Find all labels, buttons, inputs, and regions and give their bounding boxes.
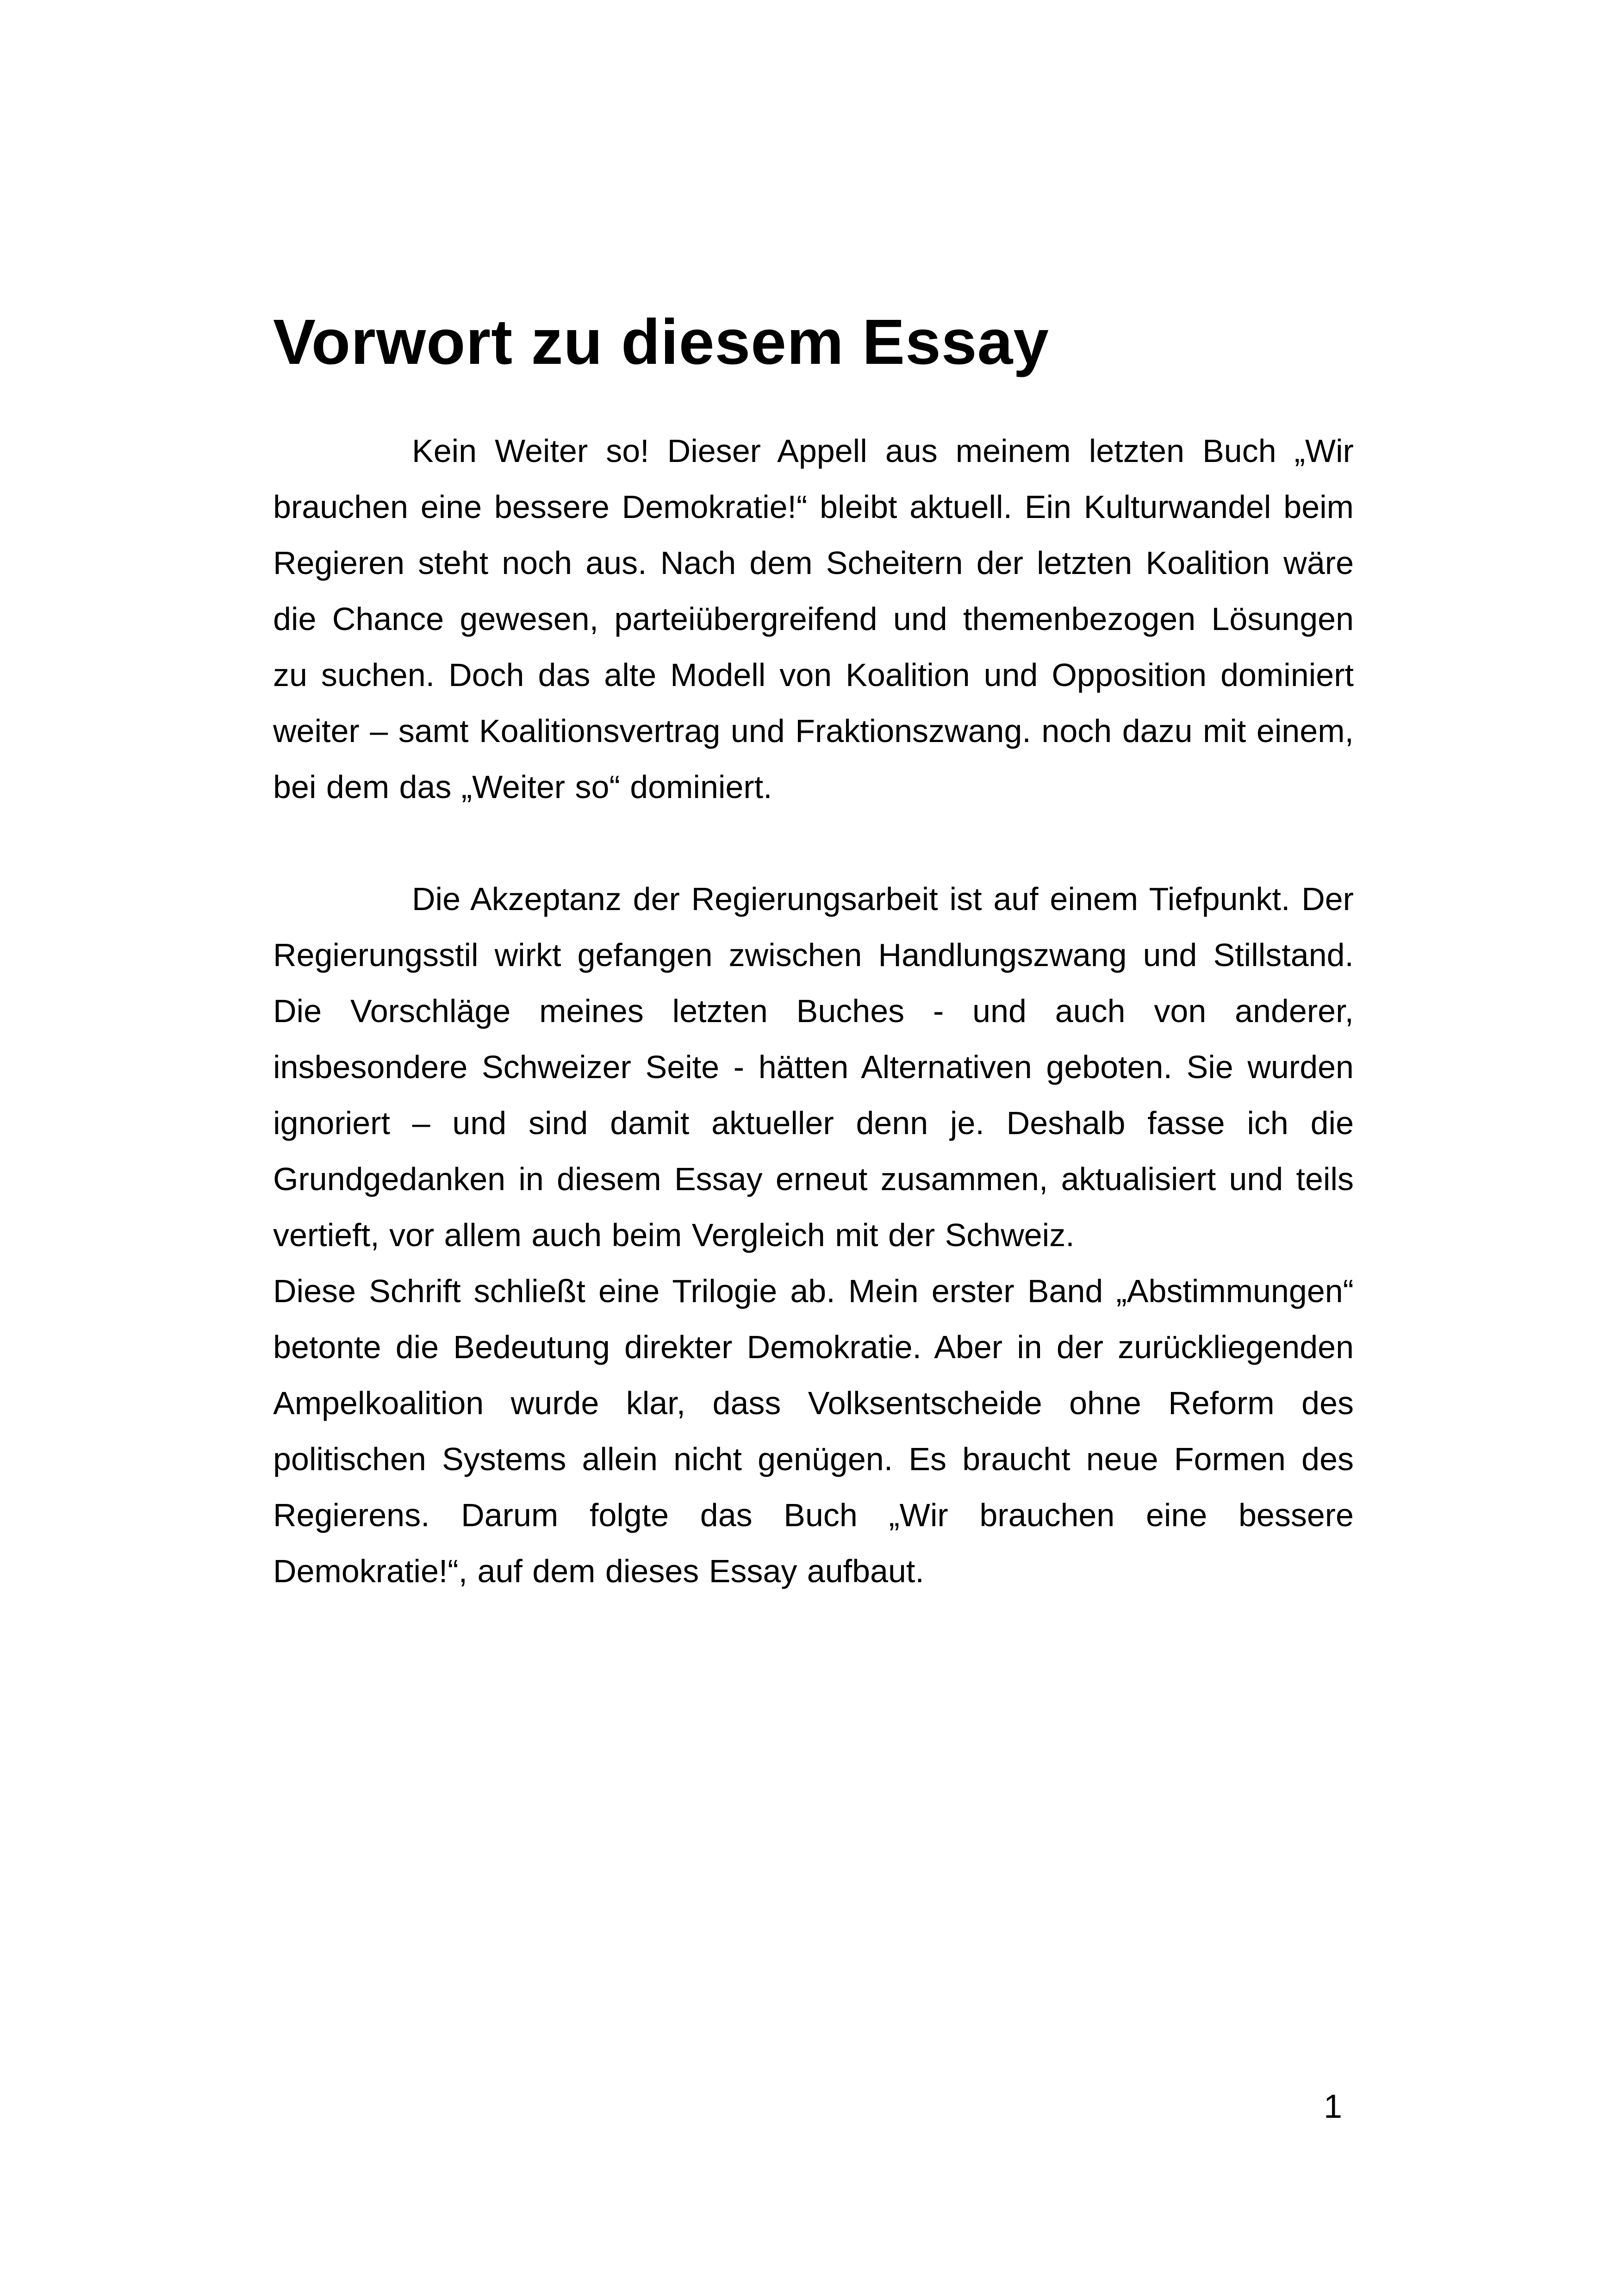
paragraph: Diese Schrift schließt eine Trilogie ab. Mein erster Band „Abstimmungen“ betonte die Bedeutung direkter Demokratie. Aber in der zurückliegenden Ampelkoalition wurde klar, dass Volksentscheide ohne Reform des politischen Systems allein nicht genügen. Es braucht neue Formen des Regierens. Darum folgte das Buch „Wir brauchen eine bessere Demokratie!“, auf dem dieses Essay aufbaut. bbox=[273, 1273, 1354, 1589]
page-number: 1 bbox=[1324, 2088, 1343, 2125]
body-text bbox=[273, 423, 1354, 1599]
paragraph: Die Akzeptanz der Regierungsarbeit ist auf einem Tiefpunkt. Der Regierungsstil wirkt gefangen zwischen Handlungszwang und Stillstand. Die Vorschläge meines letzten Buches - und auch von anderer, insbesondere Schweizer Seite - hätten Alternativen geboten. Sie wurden ignoriert – und sind damit aktueller denn je. Deshalb fasse ich die Grundgedanken in diesem Essay erneut zusammen, aktualisiert und teils vertieft, vor allem auch beim Vergleich mit der Schweiz. bbox=[273, 881, 1354, 1253]
page-title: Vorwort zu diesem Essay bbox=[273, 306, 1050, 378]
paragraph: Kein Weiter so! Dieser Appell aus meinem letzten Buch „Wir brauchen eine bessere Demokratie!“ bleibt aktuell. Ein Kulturwandel beim Regieren steht noch aus. Nach dem Scheitern der letzten Koalition wäre die Chance gewesen, parteiübergreifend und themenbezogen Lösungen zu suchen. Doch das alte Modell von Koalition und Opposition dominiert weiter – samt Koalitionsvertrag und Fraktionszwang. noch dazu mit einem, bei dem das „Weiter so“ dominiert. bbox=[273, 433, 1354, 805]
text-block bbox=[273, 306, 1354, 1599]
